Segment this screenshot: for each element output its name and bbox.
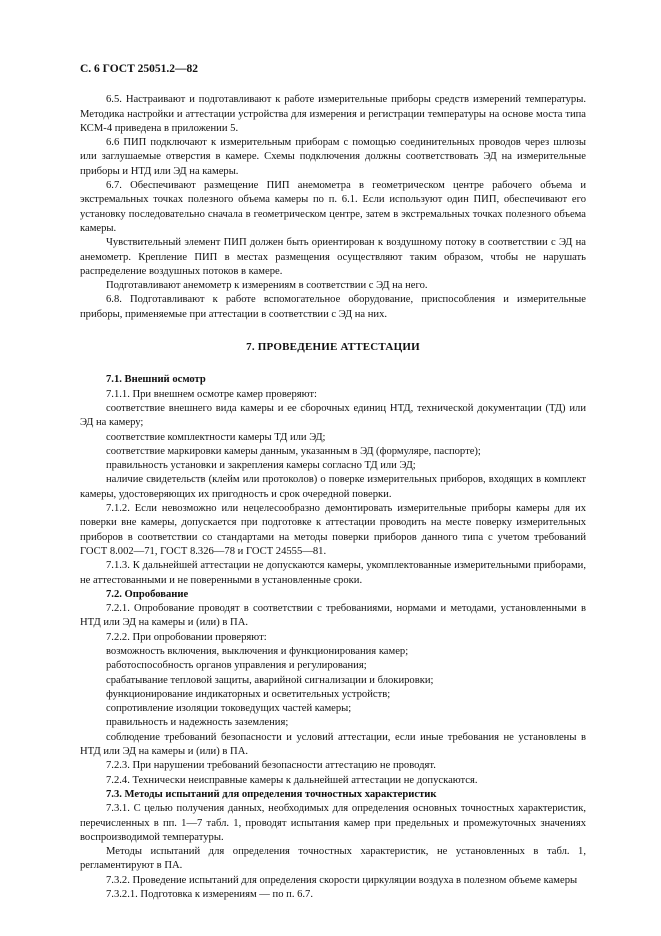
subsection-7-1-title: 7.1. Внешний осмотр [106,374,206,386]
list-item: правильность и надежность заземления; [106,717,289,729]
paragraph-6-5: 6.5. Настраивают и подготавливают к работе измерительные приборы средств измерений температуры. Методика настройки и аттестации устройства для измерения и регистрации температуры на основе моста типа КСМ-4 приведена в приложении 5. [80,94,586,134]
subsection-7-2-title: 7.2. Опробование [106,588,189,600]
paragraph-7-2-4: 7.2.4. Технически неисправные камеры к дальнейшей аттестации не допускаются. [106,774,478,786]
list-item: функционирование индикаторных и осветительных устройств; [106,688,391,700]
list-item: соответствие внешнего вида камеры и ее сборочных единиц НТД, технической документации (ТД) или ЭД на камеру; [80,402,586,429]
paragraph-6-6: 6.6 ПИП подключают к измерительным приборам с помощью соединительных проводов через шлюзы или заглушаемые отверстия в камере. Схемы подключения должны соответствовать ЭД на измерительные приборы и НТД или ЭД на камеры. [80,137,586,177]
paragraph-7-1-2: 7.1.2. Если невозможно или нецелесообразно демонтировать измерительные приборы камеры для их поверки вне камеры, допускается при подготовке к аттестации проводить на месте поверку измерительных приборов в соответствии со стандартами на методы поверки приборов данного типа с учетом требований ГОСТ 8.002—71, ГОСТ 8.326—78 и ГОСТ 24555—81. [80,503,586,557]
list-item: возможность включения, выключения и функционирования камер; [106,645,409,657]
paragraph-7-1-1: 7.1.1. При внешнем осмотре камер проверяют: [106,388,317,400]
paragraph-6-8: 6.8. Подготавливают к работе вспомогательное оборудование, приспособления и измерительные приборы, применяемые при аттестации в соответствии с ЭД на них. [80,294,586,320]
list-item: соответствие маркировки камеры данным, указанным в ЭД (формуляре, паспорте); [106,445,481,457]
paragraph-7-3-2-1: 7.3.2.1. Подготовка к измерениям — по п. 6.7. [106,889,314,901]
paragraph-6-7-anemometer: Подготавливают анемометр к измерениям в соответствии с ЭД на него. [106,280,428,292]
list-item: сопротивление изоляции токоведущих частей камеры; [106,703,352,715]
list-item: срабатывание тепловой защиты, аварийной сигнализации и блокировки; [106,674,434,686]
document-page [80,62,586,902]
page-header: С. 6 ГОСТ 25051.2—82 [80,63,199,75]
list-item: правильность установки и закрепления камеры согласно ТД или ЭД; [106,460,416,472]
paragraph-7-2-1: 7.2.1. Опробование проводят в соответствии с требованиями, нормами и методами, установленными в НТД или ЭД на камеры и (или) в ПА. [80,603,586,629]
paragraph-7-3-1-methods: Методы испытаний для определения точностных характеристик, не установленных в табл. 1, регламентируют в ПА. [80,846,586,872]
paragraph-7-2-2: 7.2.2. При опробовании проверяют: [106,631,267,643]
paragraph-6-7-sensor: Чувствительный элемент ПИП должен быть ориентирован к воздушному потоку в соответствии с ЭД на анемометр. Крепление ПИП в местах размещения осуществляют таким образом, чтобы не нарушать распределение воздушных потоков в камере. [80,237,586,277]
section-title: 7. ПРОВЕДЕНИЕ АТТЕСТАЦИИ [246,341,420,354]
list-item: соблюдение требований безопасности и условий аттестации, если иные требования не установлены в НТД или ЭД на камеры и (или) в ПА. [80,731,586,758]
subsection-7-3-title: 7.3. Методы испытаний для определения точностных характеристик [106,788,437,800]
list-item: соответствие комплектности камеры ТД или ЭД; [106,431,326,443]
list-item: наличие свидетельств (клейм или протоколов) о поверке измерительных приборов, входящих в комплект камеры, удостоверяющих их пригодность и срок очередной поверки. [80,474,586,500]
paragraph-7-1-3: 7.1.3. К дальнейшей аттестации не допускаются камеры, укомплектованные измерительными приборами, не аттестованными и не поверенными в установленные сроки. [80,560,586,586]
list-item: работоспособность органов управления и регулирования; [106,660,367,672]
paragraph-7-2-3: 7.2.3. При нарушении требований безопасности аттестацию не проводят. [106,760,436,772]
paragraph-6-7: 6.7. Обеспечивают размещение ПИП анемометра в геометрическом центре рабочего объема и экстремальных точках полезного объема камеры по п. 6.1. Если используют один ПИП, обеспечивают его установку последовательно сначала в геометрическом центре, затем в экстремальных точках полезного объема камеры. [80,180,586,234]
paragraph-7-3-2: 7.3.2. Проведение испытаний для определения скорости циркуляции воздуха в полезном объеме камеры [106,874,578,886]
paragraph-7-3-1: 7.3.1. С целью получения данных, необходимых для определения основных точностных характеристик, перечисленных в пп. 1—7 табл. 1, проводят испытания камер при предельных и промежуточных значениях воспроизводимой температуры. [80,803,586,843]
